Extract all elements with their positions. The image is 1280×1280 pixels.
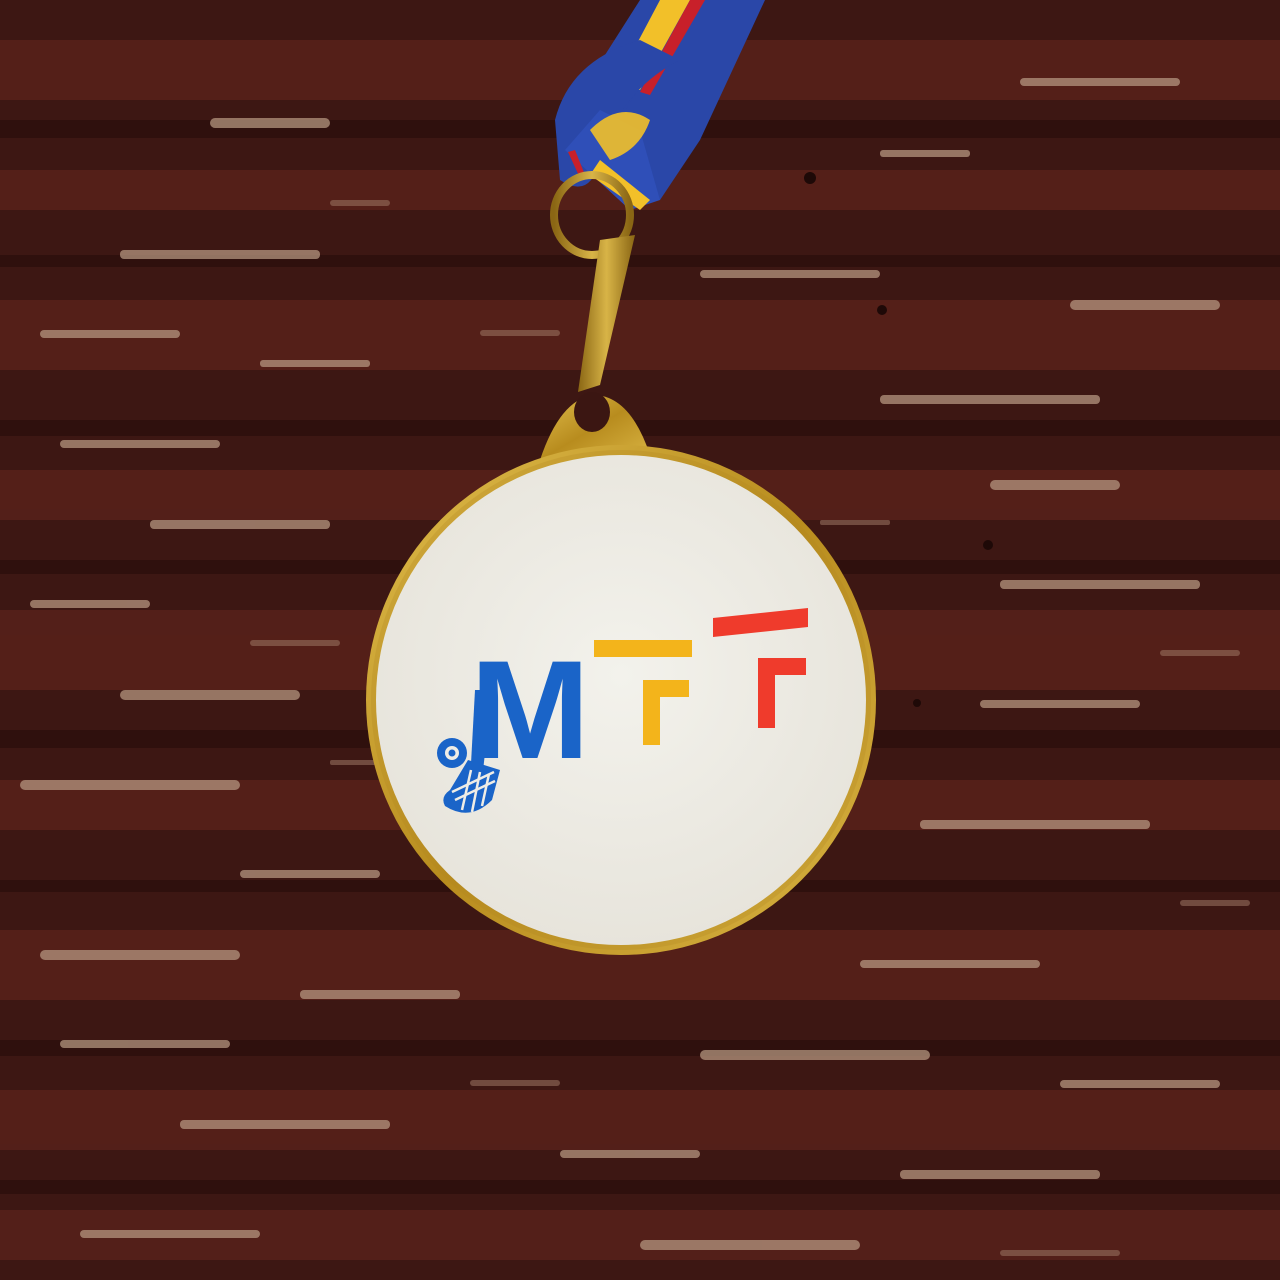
logo-letter-m: M (470, 631, 590, 788)
medal-face (376, 455, 866, 945)
